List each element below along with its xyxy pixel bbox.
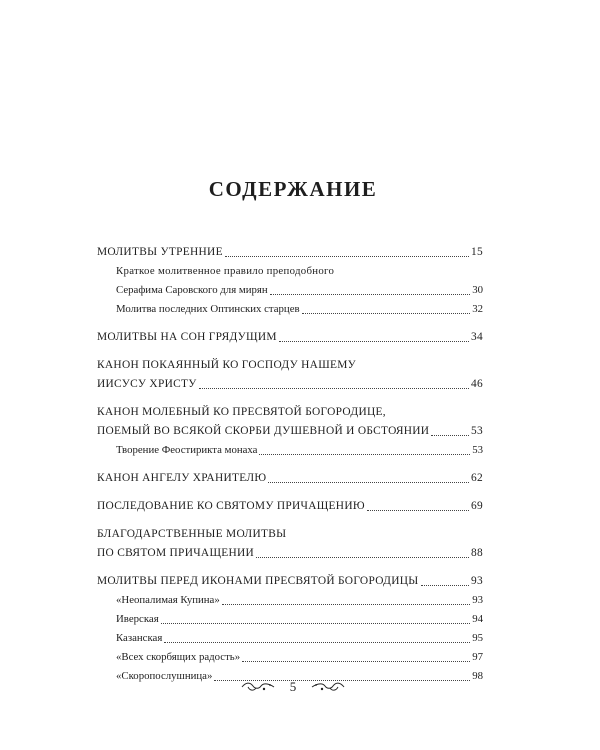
toc-entry-text: «Неопалимая Купина» xyxy=(116,594,220,606)
toc-entry-thanksgiving-line1[interactable]: БЛАГОДАРСТВЕННЫЕ МОЛИТВЫ xyxy=(97,528,287,540)
toc-entry-text: ПО СВЯТОМ ПРИЧАЩЕНИИ xyxy=(97,547,255,559)
toc-entry-page: 95 xyxy=(472,632,483,644)
toc-leader-dots xyxy=(279,340,469,342)
toc-entry-text: КАНОН АНГЕЛУ ХРАНИТЕЛЮ xyxy=(97,472,267,484)
toc-leader-dots xyxy=(367,509,469,511)
toc-entry-penitential-canon[interactable] xyxy=(97,377,483,392)
toc-entry-text: МОЛИТВЫ УТРЕННИЕ xyxy=(97,246,223,258)
toc-entry-kazanskaya[interactable] xyxy=(97,631,483,646)
ornament-right-icon xyxy=(310,681,346,693)
toc-entry-joy-of-all-who-sorrow[interactable] xyxy=(97,650,483,665)
toc-leader-dots xyxy=(164,641,470,643)
toc-entry-page: 32 xyxy=(472,303,483,315)
toc-entry-text: Молитва последних Оптинских старцев xyxy=(116,303,300,315)
toc-entry-communion-rule[interactable] xyxy=(97,499,483,514)
toc-entry-penitential-canon-line1[interactable]: КАНОН ПОКАЯННЫЙ КО ГОСПОДУ НАШЕМУ xyxy=(97,359,357,371)
toc-entry-morning-prayers[interactable] xyxy=(97,245,483,260)
page-title: СОДЕРЖАНИЕ xyxy=(208,177,378,201)
toc-leader-dots xyxy=(161,622,471,624)
toc-leader-dots xyxy=(225,255,469,257)
toc-leader-dots xyxy=(268,481,469,483)
toc-entry-text: «Скоропослушница» xyxy=(116,670,213,682)
table-of-contents xyxy=(97,245,483,684)
toc-entry-page: 93 xyxy=(472,594,483,606)
toc-leader-dots xyxy=(199,387,469,389)
toc-leader-dots xyxy=(270,293,471,295)
toc-entry-burning-bush[interactable] xyxy=(97,593,483,608)
toc-leader-dots xyxy=(259,453,470,455)
toc-entry-page: 88 xyxy=(471,547,483,559)
toc-entry-text: Творение Феостирикта монаха xyxy=(116,444,258,456)
toc-leader-dots xyxy=(302,312,471,314)
toc-entry-thanksgiving-prayers[interactable] xyxy=(97,546,483,561)
toc-leader-dots xyxy=(222,603,470,605)
toc-entry-evening-prayers[interactable] xyxy=(97,330,483,345)
toc-entry-text: ИИСУСУ ХРИСТУ xyxy=(97,378,197,390)
toc-entry-page: 62 xyxy=(471,472,483,484)
toc-entry-text: Иверская xyxy=(116,613,159,625)
toc-leader-dots xyxy=(256,556,469,558)
toc-entry-theostiriktos[interactable] xyxy=(97,443,483,458)
toc-entry-text: Серафима Саровского для мирян xyxy=(116,284,268,296)
toc-entry-page: 30 xyxy=(472,284,483,296)
toc-leader-dots xyxy=(242,660,470,662)
toc-entry-text: «Всех скорбящих радость» xyxy=(116,651,241,663)
toc-entry-text: МОЛИТВЫ ПЕРЕД ИКОНАМИ ПРЕСВЯТОЙ БОГОРОДИЦЫ xyxy=(97,575,419,587)
toc-leader-dots xyxy=(431,434,469,436)
ornament-left-icon xyxy=(240,681,276,693)
toc-entry-text: МОЛИТВЫ НА СОН ГРЯДУЩИМ xyxy=(97,331,277,343)
toc-entry-page: 53 xyxy=(471,425,483,437)
toc-entry-text: Казанская xyxy=(116,632,163,644)
toc-entry-page: 98 xyxy=(472,670,483,682)
toc-entry-page: 46 xyxy=(471,378,483,390)
toc-entry-text: ПОСЛЕДОВАНИЕ КО СВЯТОМУ ПРИЧАЩЕНИЮ xyxy=(97,500,365,512)
toc-entry-supplicatory-canon[interactable] xyxy=(97,424,483,439)
toc-entry-page: 69 xyxy=(471,500,483,512)
page-footer xyxy=(0,679,586,695)
toc-entry-seraphim[interactable] xyxy=(97,283,483,298)
toc-entry-theotokos-icons[interactable] xyxy=(97,574,483,589)
toc-entry-iverskaya[interactable] xyxy=(97,612,483,627)
toc-entry-supplicatory-canon-line1[interactable]: КАНОН МОЛЕБНЫЙ КО ПРЕСВЯТОЙ БОГОРОДИЦЕ, xyxy=(97,406,386,418)
toc-entry-page: 15 xyxy=(471,246,483,258)
toc-leader-dots xyxy=(421,584,469,586)
toc-entry-seraphim-line1[interactable]: Краткое молитвенное правило преподобного xyxy=(116,265,335,277)
toc-entry-page: 97 xyxy=(472,651,483,663)
toc-entry-text: ПОЕМЫЙ ВО ВСЯКОЙ СКОРБИ ДУШЕВНОЙ И ОБСТОЯНИИ xyxy=(97,425,430,437)
toc-entry-page: 34 xyxy=(471,331,483,343)
page-number: 5 xyxy=(289,679,297,694)
toc-entry-page: 93 xyxy=(471,575,483,587)
toc-entry-guardian-angel-canon[interactable] xyxy=(97,471,483,486)
toc-entry-optina-prayer[interactable] xyxy=(97,302,483,317)
toc-entry-page: 94 xyxy=(472,613,483,625)
toc-entry-page: 53 xyxy=(472,444,483,456)
